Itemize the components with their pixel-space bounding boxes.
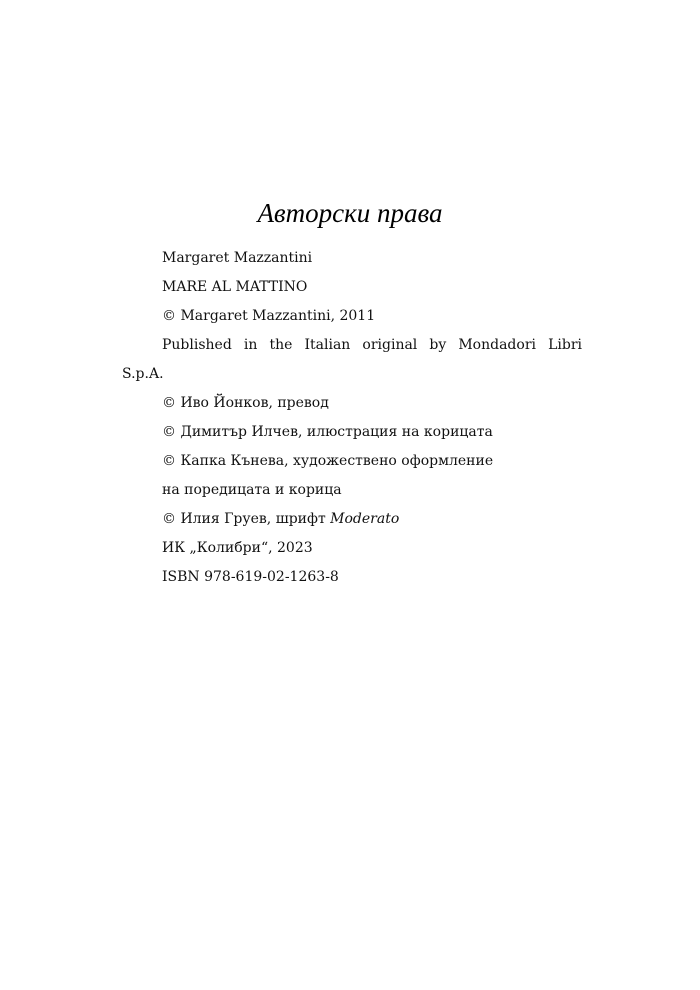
publisher-note-line1: Published in the Italian original by Mondadori Libri: [162, 337, 582, 353]
cover-illustration-credit: © Димитър Илчев, илюстрация на корицата: [162, 424, 493, 440]
design-credit-line1: © Капка Кънева, художествено оформление: [162, 453, 494, 469]
publisher-note-line2: S.p.A.: [122, 366, 164, 382]
font-credit: [122, 505, 582, 534]
design-credit-line2: на поредицата и корица: [162, 482, 342, 498]
page-title: Авторски права: [257, 198, 443, 228]
copyright-block: [122, 244, 582, 592]
font-credit-prefix: © Илия Груев, шрифт: [162, 511, 331, 527]
isbn: ISBN 978-619-02-1263-8: [162, 569, 339, 585]
font-credit-name: Moderato: [330, 511, 400, 527]
publisher-credit: ИК „Колибри“, 2023: [162, 540, 313, 556]
original-title: MARE AL MATTINO: [162, 279, 308, 295]
author-name: Margaret Mazzantini: [162, 250, 313, 266]
translator-credit: © Иво Йонков, превод: [162, 395, 329, 411]
author-copyright: © Margaret Mazzantini, 2011: [162, 308, 376, 324]
